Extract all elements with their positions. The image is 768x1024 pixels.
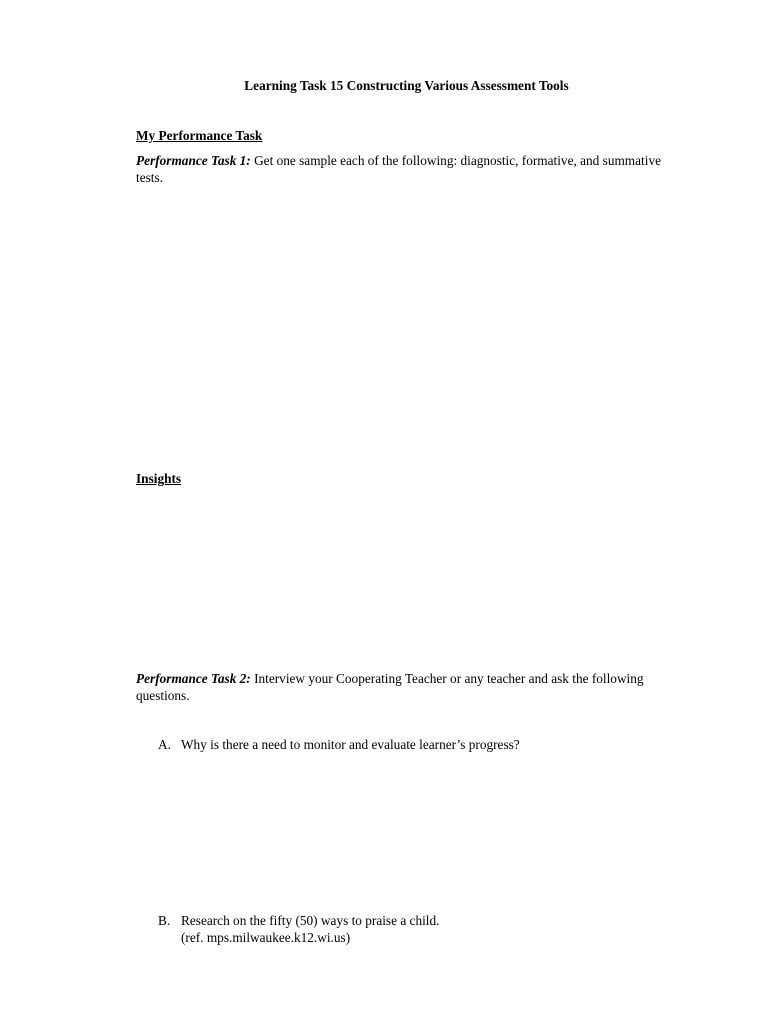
question-a-text: Why is there a need to monitor and evaluate learner’s progress? [181, 737, 520, 752]
performance-task-2-text: Interview your Cooperating Teacher or any teacher and ask the following questions. [136, 671, 644, 703]
performance-task-2 [136, 671, 668, 704]
performance-task-1 [136, 153, 668, 186]
document-title: Learning Task 15 Constructing Various Assessment Tools [244, 78, 569, 93]
performance-task-1-text: Get one sample each of the following: diagnostic, formative, and summative tests. [136, 153, 661, 185]
performance-task-1-label: Performance Task 1: [136, 153, 251, 168]
question-b-marker: B. [158, 913, 171, 928]
question-a-marker: A. [158, 737, 171, 752]
section-heading-performance-task: My Performance Task [136, 128, 263, 143]
question-a [158, 737, 658, 754]
question-b-reference: (ref. mps.milwaukee.k12.wi.us) [181, 929, 351, 945]
question-b [158, 913, 658, 946]
question-b-text: Research on the fifty (50) ways to praise a child. [181, 913, 440, 928]
performance-task-2-label: Performance Task 2: [136, 671, 251, 686]
section-heading-insights: Insights [136, 471, 182, 486]
